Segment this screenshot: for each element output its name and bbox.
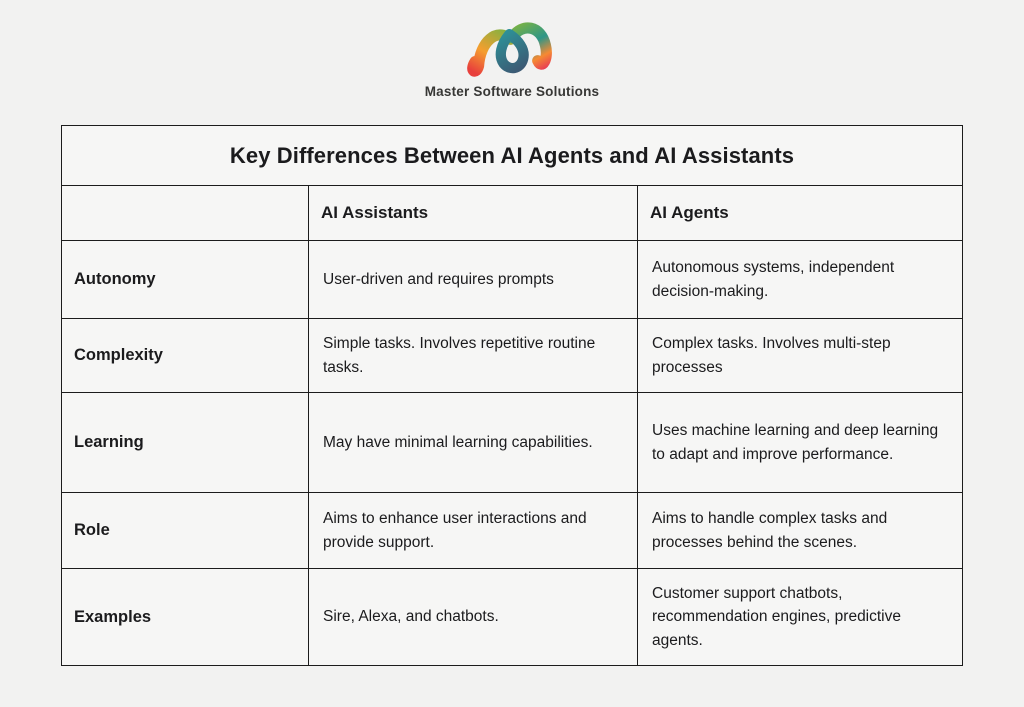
agents-cell: Uses machine learning and deep learning to adapt and improve performance. — [637, 393, 962, 492]
assistants-cell: Aims to enhance user interactions and provide support. — [308, 493, 637, 568]
agents-cell: Autonomous systems, independent decision-making. — [637, 241, 962, 318]
brand-header — [0, 0, 1024, 125]
row-label: Examples — [74, 607, 152, 626]
agents-cell: Complex tasks. Involves multi-step processes — [637, 319, 962, 392]
header-cell-ai-agents: AI Agents — [637, 186, 962, 240]
agents-cell: Customer support chatbots, recommendation engines, predictive agents. — [637, 569, 962, 665]
m-ribbon-logo-icon — [460, 11, 564, 83]
header-cell-empty — [62, 186, 308, 240]
row-label: Learning — [74, 433, 144, 452]
assistants-cell: May have minimal learning capabilities. — [308, 393, 637, 492]
header-cell-ai-assistants: AI Assistants — [308, 186, 637, 240]
assistants-cell: Simple tasks. Involves repetitive routine tasks. — [308, 319, 637, 392]
table-header-row — [62, 186, 962, 241]
table-row-examples — [62, 569, 962, 665]
comparison-table — [61, 125, 963, 666]
row-label: Complexity — [74, 346, 163, 365]
table-row-role — [62, 493, 962, 569]
agents-cell: Aims to handle complex tasks and processes behind the scenes. — [637, 493, 962, 568]
row-label: Autonomy — [74, 270, 156, 289]
brand-logo — [460, 11, 564, 83]
assistants-cell: User-driven and requires prompts — [308, 241, 637, 318]
table-row-autonomy — [62, 241, 962, 319]
assistants-cell: Sire, Alexa, and chatbots. — [308, 569, 637, 665]
table-row-complexity — [62, 319, 962, 393]
table-row-learning — [62, 393, 962, 493]
table-title: Key Differences Between AI Agents and AI Assistants — [62, 126, 962, 186]
brand-name: Master Software Solutions — [424, 84, 600, 99]
row-label: Role — [74, 521, 110, 540]
